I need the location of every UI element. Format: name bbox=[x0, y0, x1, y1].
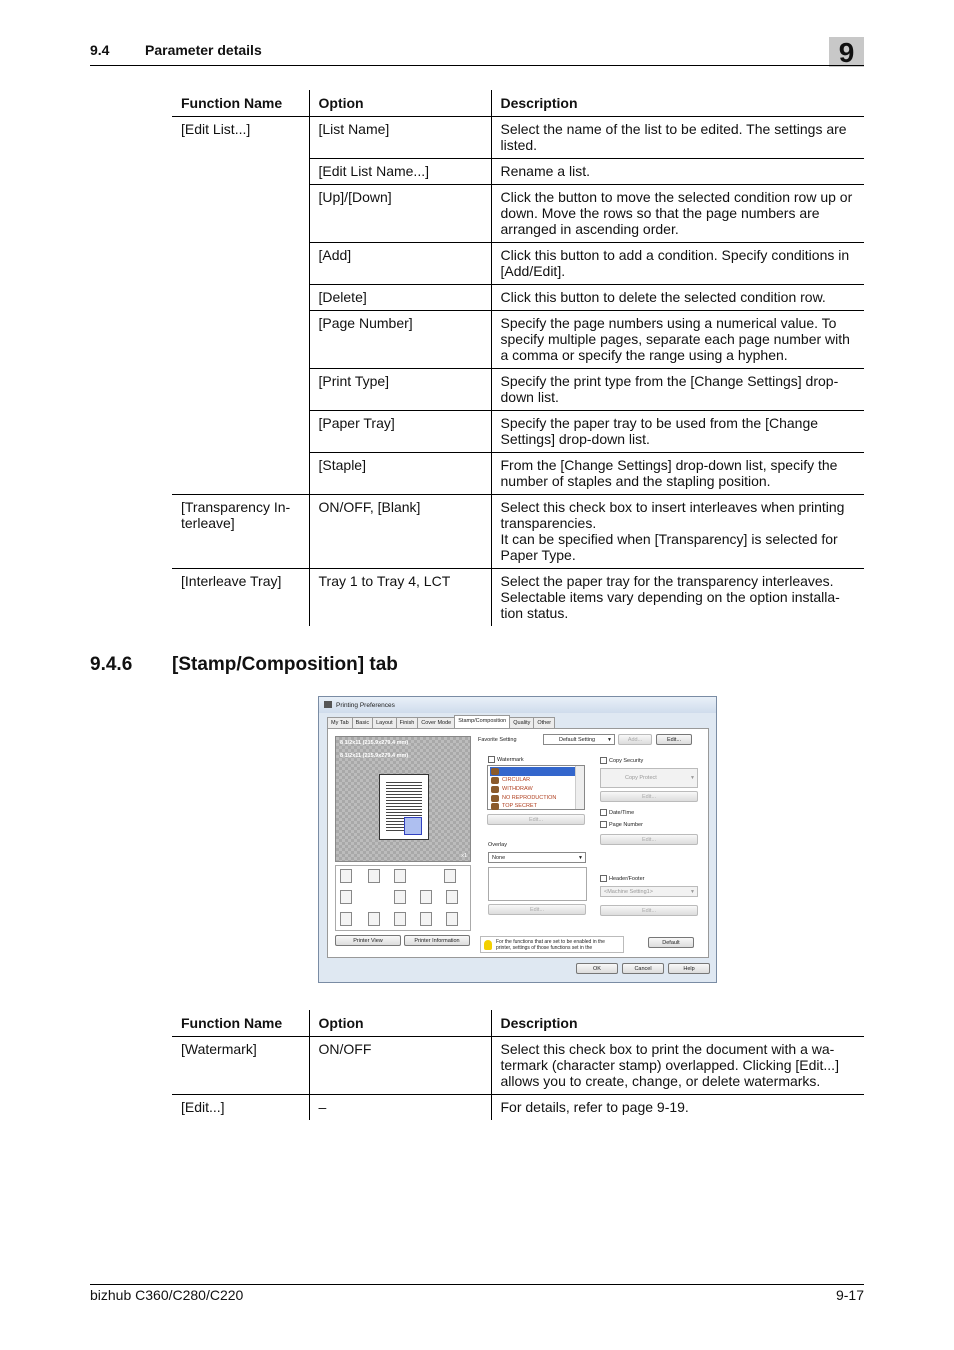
printer-information-button[interactable]: Printer Information bbox=[404, 935, 470, 946]
function-name-cell: [Edit...] bbox=[172, 1095, 309, 1121]
function-icon[interactable] bbox=[368, 869, 380, 883]
list-item[interactable]: TOP SECRET bbox=[490, 802, 537, 811]
stamp-icon bbox=[491, 803, 499, 810]
description-cell: Select this check box to print the document with a wa-termark (character stamp) overlapped. Clicking [Edit...] allows you to create, change, or delete watermarks. bbox=[491, 1037, 864, 1095]
option-cell: [Add] bbox=[309, 243, 491, 285]
function-icon[interactable] bbox=[420, 890, 432, 904]
description-cell: Click this button to add a condition. Specify conditions in [Add/Edit]. bbox=[491, 243, 864, 285]
tab-layout[interactable]: Layout bbox=[372, 717, 397, 728]
printer-icon bbox=[324, 701, 332, 708]
stamp-icon bbox=[491, 795, 499, 802]
chevron-down-icon: ▼ bbox=[578, 855, 583, 861]
function-icon[interactable] bbox=[340, 912, 352, 926]
option-cell: Tray 1 to Tray 4, LCT bbox=[309, 569, 491, 627]
col-header-function: Function Name bbox=[172, 90, 309, 117]
option-cell: [Staple] bbox=[309, 453, 491, 495]
ok-button[interactable]: OK bbox=[576, 963, 618, 974]
option-cell: [List Name] bbox=[309, 117, 491, 159]
info-message bbox=[480, 936, 624, 953]
chevron-down-icon: ▼ bbox=[690, 889, 695, 895]
favorite-setting-label: Favorite Setting bbox=[478, 737, 517, 743]
option-cell: [Up]/[Down] bbox=[309, 185, 491, 243]
tab-finish[interactable]: Finish bbox=[396, 717, 419, 728]
overlay-preview-box bbox=[488, 867, 587, 901]
description-cell: From the [Change Settings] drop-down list, specify the number of staples and the stapling position. bbox=[491, 453, 864, 495]
table-row bbox=[172, 1095, 864, 1121]
list-item[interactable]: NO REPRODUCTION bbox=[490, 794, 556, 803]
function-icon-grid bbox=[335, 865, 471, 931]
tab-strip bbox=[327, 717, 554, 728]
watermark-label: Watermark bbox=[497, 757, 524, 763]
description-cell: Select this check box to insert interleaves when printing transparencies. It can be specified when [Transparency] is selected for Paper Type. bbox=[491, 495, 864, 569]
preview-output-size: 8 1/2x11 (215.9x279.4 mm) bbox=[340, 753, 409, 759]
tab-cover-mode[interactable]: Cover Mode bbox=[417, 717, 455, 728]
function-icon[interactable] bbox=[368, 912, 380, 926]
default-button[interactable]: Default bbox=[648, 937, 694, 948]
header-footer-select[interactable] bbox=[600, 886, 698, 897]
function-icon[interactable] bbox=[394, 869, 406, 883]
description-cell: Specify the paper tray to be used from the [Change Settings] drop-down list. bbox=[491, 411, 864, 453]
header-footer-edit-button[interactable]: Edit... bbox=[600, 905, 698, 916]
description-cell: Rename a list. bbox=[491, 159, 864, 185]
cancel-button[interactable]: Cancel bbox=[622, 963, 664, 974]
description-cell: Specify the print type from the [Change Settings] drop-down list. bbox=[491, 369, 864, 411]
col-header-function: Function Name bbox=[172, 1010, 309, 1037]
function-name-cell: [Interleave Tray] bbox=[172, 569, 309, 627]
preview-copies: x1 bbox=[461, 853, 467, 859]
col-header-description: Description bbox=[491, 90, 864, 117]
header-footer-checkbox[interactable] bbox=[600, 875, 607, 882]
col-header-option: Option bbox=[309, 90, 491, 117]
header-rule bbox=[90, 65, 864, 66]
page-number-checkbox[interactable] bbox=[600, 821, 607, 828]
copy-security-select[interactable] bbox=[600, 768, 698, 788]
function-icon[interactable] bbox=[420, 912, 432, 926]
function-icon[interactable] bbox=[340, 869, 352, 883]
date-time-checkbox[interactable] bbox=[600, 809, 607, 816]
option-cell: – bbox=[309, 1095, 491, 1121]
printer-view-button[interactable]: Printer View bbox=[335, 935, 401, 946]
copy-protect-value: Copy Protect bbox=[625, 775, 657, 781]
watermark-list[interactable] bbox=[487, 765, 585, 810]
section-number: 9.4 bbox=[90, 42, 110, 58]
table-row bbox=[172, 1037, 864, 1095]
option-cell: ON/OFF bbox=[309, 1037, 491, 1095]
tab-panel bbox=[327, 728, 709, 958]
footer-rule bbox=[90, 1284, 864, 1285]
tab-quality[interactable]: Quality bbox=[509, 717, 534, 728]
option-cell: [Paper Tray] bbox=[309, 411, 491, 453]
info-text: For the functions that are set to be enabled in the printer, settings of those functions set in the bbox=[496, 939, 605, 951]
section-title: Parameter details bbox=[145, 42, 262, 58]
function-name-cell: [Transparency In-terleave] bbox=[172, 495, 309, 569]
header-footer-label: Header/Footer bbox=[609, 876, 645, 882]
watermark-edit-button[interactable]: Edit... bbox=[487, 814, 585, 825]
tab-stamp-composition[interactable]: Stamp/Composition bbox=[454, 715, 510, 728]
preview-page bbox=[379, 774, 429, 840]
chevron-down-icon: ▼ bbox=[607, 737, 612, 743]
option-cell: ON/OFF, [Blank] bbox=[309, 495, 491, 569]
overlay-label: Overlay bbox=[488, 842, 507, 848]
dialog-title: Printing Preferences bbox=[336, 702, 395, 709]
tab-other[interactable]: Other bbox=[533, 717, 555, 728]
chevron-down-icon: ▼ bbox=[690, 775, 695, 781]
printing-preferences-dialog bbox=[318, 696, 717, 983]
add-favorite-button[interactable]: Add... bbox=[618, 734, 652, 745]
table-row bbox=[172, 117, 864, 159]
section-heading bbox=[90, 654, 398, 676]
function-icon[interactable] bbox=[340, 890, 352, 904]
list-item[interactable]: CIRCULAR bbox=[490, 776, 530, 785]
list-item[interactable]: WITHDRAW bbox=[490, 785, 533, 794]
description-cell: Select the paper tray for the transparency interleaves. Selectable items vary depending on the option installa-tion status. bbox=[500, 573, 840, 621]
parameter-table-1 bbox=[172, 90, 864, 626]
description-cell: For details, refer to page 9-19. bbox=[500, 1099, 689, 1115]
page-number-label: Page Number bbox=[609, 822, 643, 828]
function-name-cell: [Watermark] bbox=[172, 1037, 309, 1095]
function-icon[interactable] bbox=[394, 912, 406, 926]
chapter-badge: 9 bbox=[829, 37, 864, 67]
favorite-setting-select[interactable] bbox=[543, 734, 615, 745]
section-heading-number: 9.4.6 bbox=[90, 654, 133, 675]
description-cell: Click this button to delete the selected condition row. bbox=[491, 285, 864, 311]
print-preview bbox=[335, 736, 471, 862]
overlay-select[interactable] bbox=[488, 852, 586, 863]
option-cell: [Print Type] bbox=[309, 369, 491, 411]
overlay-value: None bbox=[492, 855, 506, 861]
favorite-setting-value: Default Setting bbox=[559, 737, 596, 743]
footer-page-number: 9-17 bbox=[835, 1287, 864, 1303]
date-page-edit-button[interactable]: Edit... bbox=[600, 834, 698, 845]
stamp-icon bbox=[491, 777, 499, 784]
section-heading-title: [Stamp/Composition] tab bbox=[172, 654, 398, 675]
footer-product: bizhub C360/C280/C220 bbox=[90, 1287, 244, 1303]
preview-paper-size: 8 1/2x11 (215.9x279.4 mm) bbox=[340, 740, 409, 746]
parameter-table-2 bbox=[172, 1010, 864, 1120]
overlay-edit-button[interactable]: Edit... bbox=[488, 904, 586, 915]
running-header bbox=[90, 42, 262, 58]
stamp-icon bbox=[491, 768, 499, 775]
copy-security-checkbox[interactable] bbox=[600, 757, 607, 764]
col-header-description: Description bbox=[491, 1010, 864, 1037]
option-cell: [Edit List Name...] bbox=[309, 159, 491, 185]
list-item[interactable] bbox=[490, 767, 575, 776]
table-header-row bbox=[172, 1010, 864, 1037]
function-icon[interactable] bbox=[446, 912, 458, 926]
description-cell: Specify the page numbers using a numerical value. To specify multiple pages, separate each page number with a comma or specify the range using a hyphen. bbox=[491, 311, 864, 369]
date-time-label: Date/Time bbox=[609, 810, 635, 816]
copy-security-label: Copy Security bbox=[609, 758, 644, 764]
table-row bbox=[172, 495, 864, 569]
dialog-titlebar bbox=[319, 697, 716, 713]
option-cell: [Page Number] bbox=[309, 311, 491, 369]
function-name-cell: [Edit List...] bbox=[172, 117, 309, 495]
tab-basic[interactable]: Basic bbox=[352, 717, 373, 728]
watermark-checkbox[interactable] bbox=[488, 756, 495, 763]
copy-security-edit-button[interactable]: Edit... bbox=[600, 791, 698, 802]
option-cell: [Delete] bbox=[309, 285, 491, 311]
preview-stamp bbox=[404, 817, 422, 835]
col-header-option: Option bbox=[309, 1010, 491, 1037]
description-cell: Select the name of the list to be edited. The settings are listed. bbox=[491, 117, 864, 159]
lightbulb-icon bbox=[484, 940, 492, 950]
table-row bbox=[172, 569, 864, 627]
edit-favorite-button[interactable]: Edit... bbox=[656, 734, 692, 745]
function-icon[interactable] bbox=[394, 890, 406, 904]
function-icon[interactable] bbox=[444, 869, 456, 883]
description-cell: Click the button to move the selected condition row up or down. Move the rows so that the page numbers are arranged in ascending order. bbox=[491, 185, 864, 243]
scrollbar[interactable] bbox=[575, 766, 584, 809]
help-button[interactable]: Help bbox=[668, 963, 710, 974]
table-header-row bbox=[172, 90, 864, 117]
header-footer-value: <Machine Setting1> bbox=[604, 889, 653, 895]
stamp-icon bbox=[491, 786, 499, 793]
function-icon[interactable] bbox=[446, 890, 458, 904]
tab-my-tab[interactable]: My Tab bbox=[327, 717, 353, 728]
